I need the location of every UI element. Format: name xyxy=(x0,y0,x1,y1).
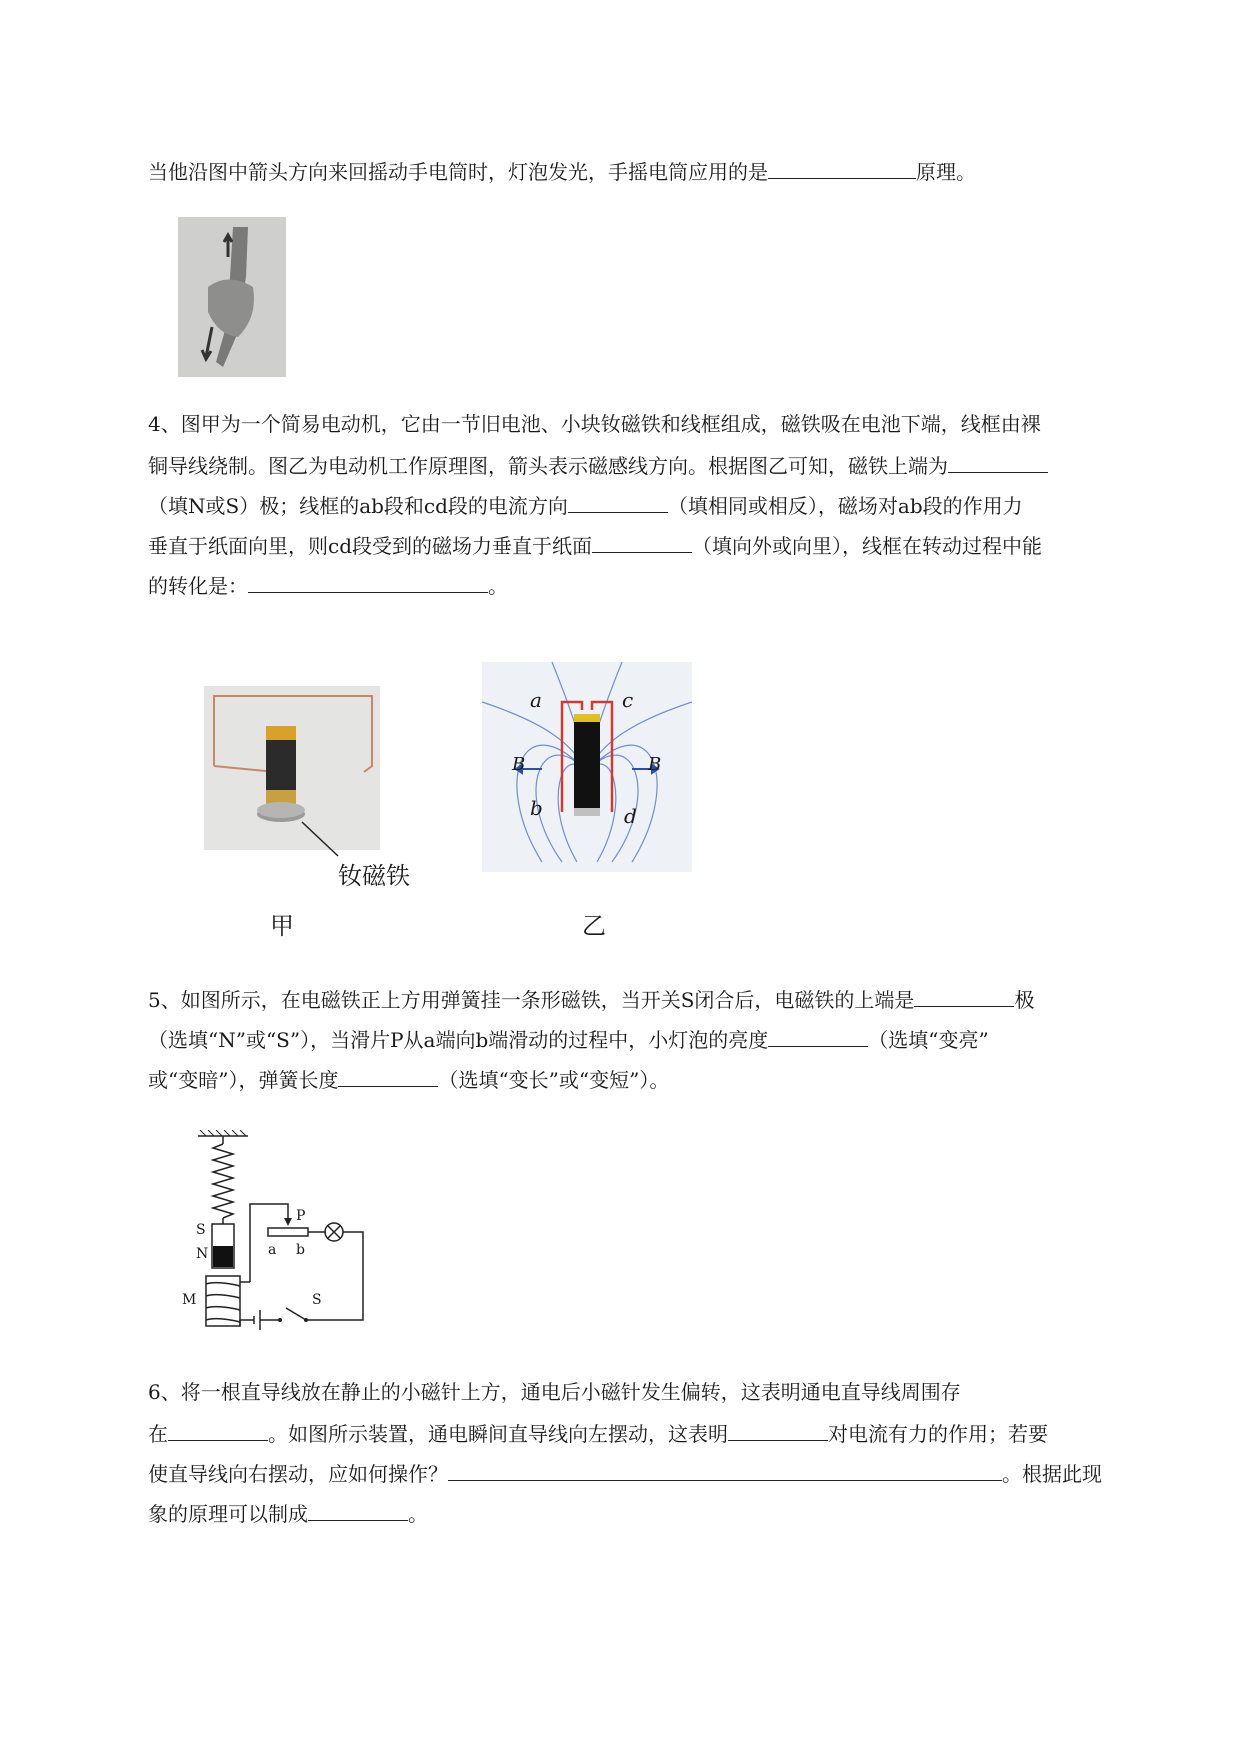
magnet-label: 钕磁铁 xyxy=(338,862,410,890)
circuit-label-a: a xyxy=(268,1242,277,1258)
diagram-label-B-left: B xyxy=(512,754,526,775)
q4-line-5: 的转化是： 。 xyxy=(148,570,508,600)
q6-line-2: 在 。如图所示装置，通电瞬间直导线向左摆动，这表明 对电流有力的作用；若要 xyxy=(148,1418,1048,1448)
answer-blank[interactable] xyxy=(248,570,488,593)
q6-line-4: 象的原理可以制成 。 xyxy=(148,1498,428,1528)
circuit-label-S-switch: S xyxy=(312,1292,322,1308)
answer-blank[interactable] xyxy=(448,1458,1002,1481)
answer-blank[interactable] xyxy=(568,490,668,513)
circuit-label-b: b xyxy=(296,1242,305,1258)
diagram-label-b: b xyxy=(530,796,543,820)
answer-blank[interactable] xyxy=(168,1418,268,1441)
answer-blank[interactable] xyxy=(914,984,1014,1007)
diagram-label-a: a xyxy=(530,688,542,712)
q5-line-1: 5、如图所示，在电磁铁正上方用弹簧挂一条形磁铁，当开关S闭合后，电磁铁的上端是 极 xyxy=(148,984,1034,1014)
q4-line-1: 4、图甲为一个简易电动机，它由一节旧电池、小块钕磁铁和线框组成，磁铁吸在电池下端，线框由裸 xyxy=(148,412,1041,436)
answer-blank[interactable] xyxy=(948,450,1048,473)
q6-line-1: 6、将一根直导线放在静止的小磁针上方，通电后小磁针发生偏转，这表明通电直导线周围存 xyxy=(148,1380,961,1404)
diagram-label-B-right: B xyxy=(648,754,662,775)
diagram-label-c: c xyxy=(622,688,634,712)
q3-line-1: 当他沿图中箭头方向来回摇动手电筒时，灯泡发光，手摇电筒应用的是 原理。 xyxy=(148,156,976,186)
electromagnet-circuit xyxy=(178,1130,378,1330)
circuit-label-M: M xyxy=(182,1292,197,1308)
q5-line-3: 或“变暗”），弹簧长度 （选填“变长”或“变短”）。 xyxy=(148,1064,669,1094)
q5-line-2: （选填“N”或“S”），当滑片P从a端向b端滑动的过程中，小灯泡的亮度 （选填“变亮” xyxy=(148,1024,989,1054)
answer-blank[interactable] xyxy=(728,1418,828,1441)
answer-blank[interactable] xyxy=(338,1064,438,1087)
circuit-label-S-top: S xyxy=(196,1222,206,1238)
diagram-label-d: d xyxy=(624,804,637,828)
figure-caption-jia: 甲 xyxy=(270,912,294,940)
q4-line-4: 垂直于纸面向里，则cd段受到的磁场力垂直于纸面 （填向外或向里），线框在转动过程中能 xyxy=(148,530,1042,560)
answer-blank[interactable] xyxy=(308,1498,408,1521)
circuit-label-P: P xyxy=(296,1208,306,1224)
q4-line-3: （填N或S）极；线框的ab段和cd段的电流方向 （填相同或相反），磁场对ab段的作用力 xyxy=(148,490,1023,520)
circuit-label-N: N xyxy=(196,1246,209,1262)
flashlight-photo xyxy=(178,217,286,377)
answer-blank[interactable] xyxy=(768,156,916,179)
q4-line-2: 铜导线绕制。图乙为电动机工作原理图，箭头表示磁感线方向。根据图乙可知，磁铁上端为 xyxy=(148,450,1048,480)
figure-caption-yi: 乙 xyxy=(582,912,606,940)
answer-blank[interactable] xyxy=(592,530,692,553)
q6-line-3: 使直导线向右摆动，应如何操作？ 。根据此现 xyxy=(148,1458,1102,1488)
pointer-line xyxy=(300,820,340,860)
motor-photo xyxy=(204,686,380,850)
answer-blank[interactable] xyxy=(768,1024,868,1047)
